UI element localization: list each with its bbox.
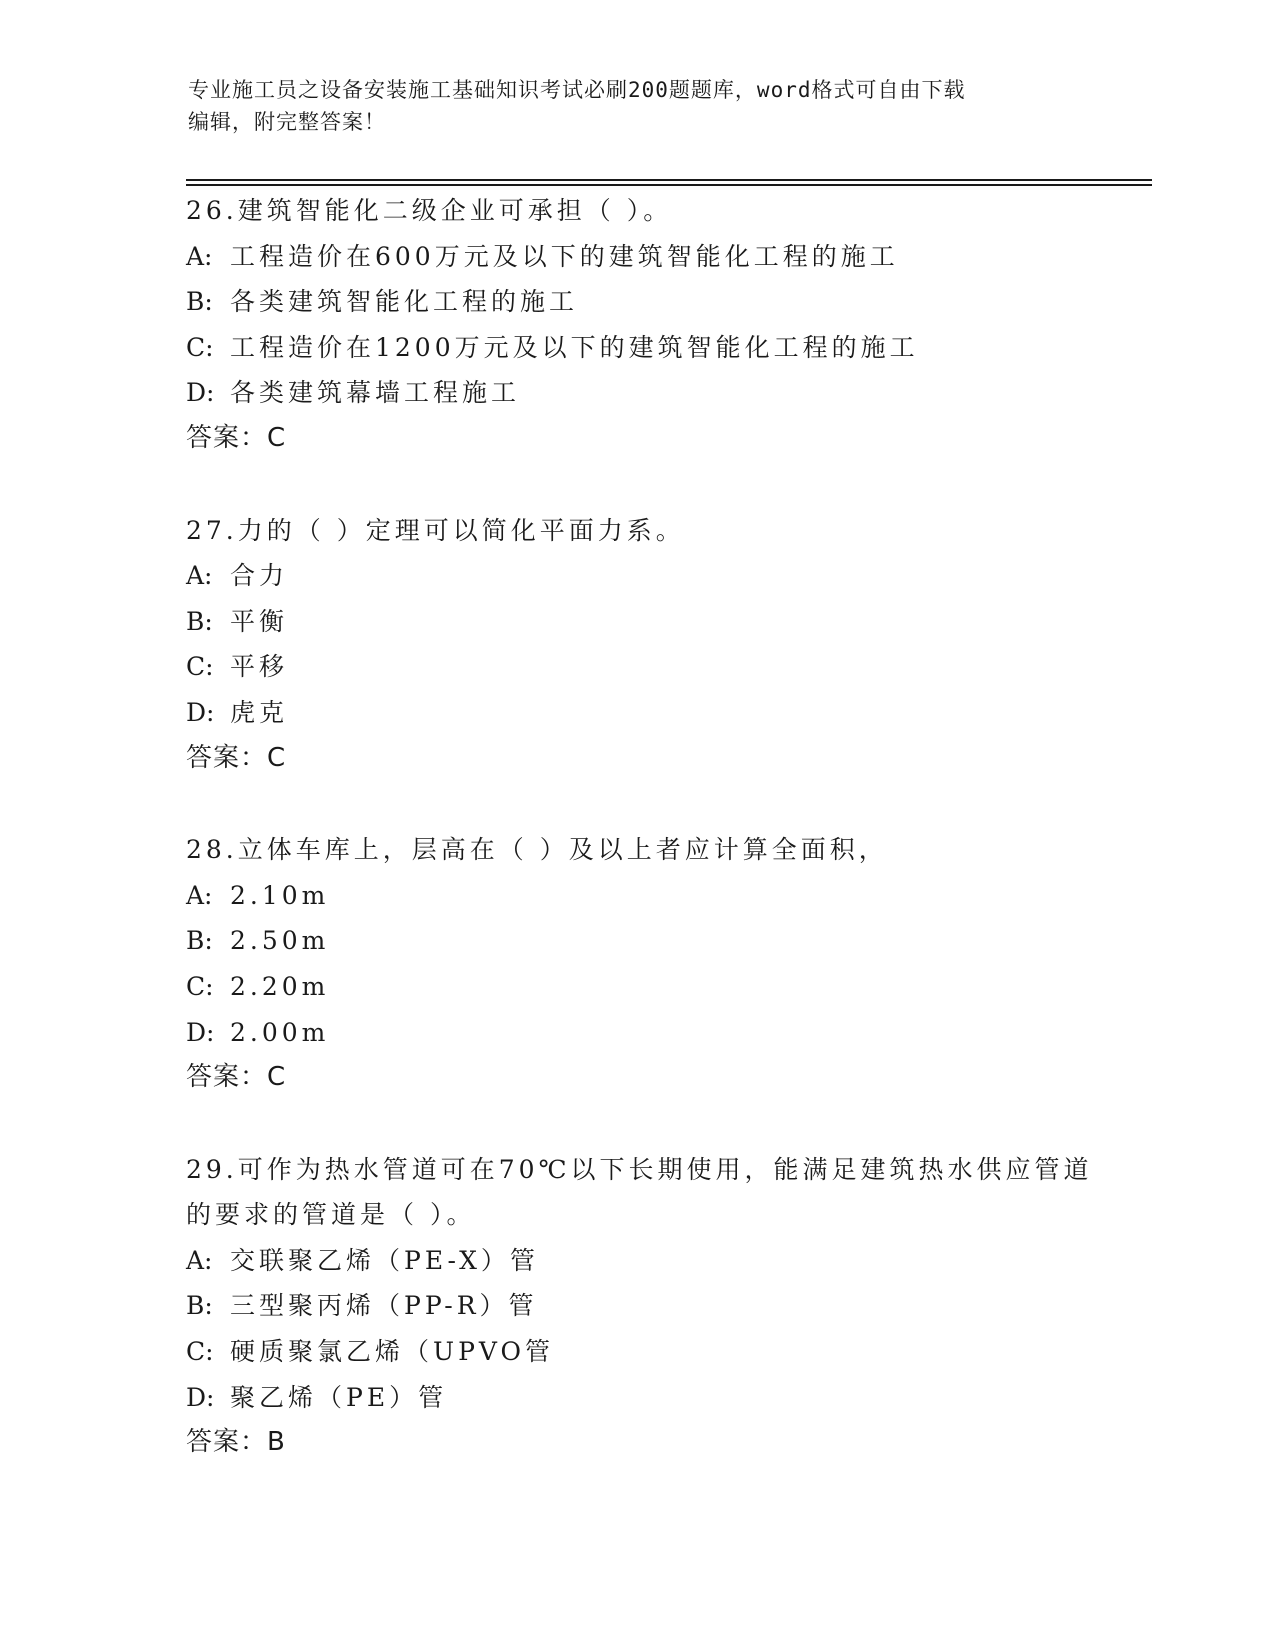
header-title-line-2: 编辑，附完整答案！ <box>188 110 386 134</box>
option-a <box>186 873 1126 919</box>
option-text: 2.00m <box>230 1017 330 1047</box>
option-label: B: <box>186 1291 213 1321</box>
header-divider-bottom <box>186 184 1152 186</box>
question-number: 29. <box>186 1154 238 1184</box>
option-label: D: <box>186 697 215 727</box>
option-text: 2.50m <box>230 926 330 956</box>
option-text: 工程造价在1200万元及以下的建筑智能化工程的施工 <box>230 332 919 362</box>
option-a <box>186 553 1126 599</box>
option-label: B: <box>186 926 213 956</box>
question-stem <box>186 1147 1126 1193</box>
option-label: C: <box>186 652 214 682</box>
option-d <box>186 1375 1126 1421</box>
question-text: 立体车库上，层高在（ ）及以上者应计算全面积， <box>237 835 888 865</box>
option-d <box>186 690 1126 736</box>
option-c <box>186 325 1126 371</box>
option-label: A: <box>186 561 213 591</box>
option-text: 工程造价在600万元及以下的建筑智能化工程的施工 <box>230 241 899 271</box>
option-label: C: <box>186 1337 214 1367</box>
option-label: D: <box>186 1382 215 1412</box>
answer-line: 答案：C <box>186 742 287 773</box>
option-text: 平衡 <box>230 606 289 636</box>
option-d <box>186 370 1126 416</box>
option-text: 交联聚乙烯（PE-X）管 <box>230 1245 539 1275</box>
option-label: A: <box>186 1245 213 1275</box>
question-stem <box>186 188 1126 234</box>
question-27 <box>186 508 1126 782</box>
question-text: 可作为热水管道可在70℃以下长期使用，能满足建筑热水供应管道 <box>237 1154 1093 1184</box>
option-b <box>186 279 1126 325</box>
header-divider-top <box>186 179 1152 181</box>
option-b <box>186 1283 1126 1329</box>
option-b <box>186 599 1126 645</box>
option-text: 2.10m <box>230 880 330 910</box>
question-text: 建筑智能化二级企业可承担（ ）。 <box>237 196 673 225</box>
option-label: C: <box>186 971 214 1001</box>
option-d <box>186 1010 1126 1056</box>
option-text: 平移 <box>230 652 289 682</box>
answer-line: 答案：C <box>186 422 287 453</box>
question-number: 28. <box>186 835 238 865</box>
option-c <box>186 964 1126 1010</box>
option-label: D: <box>186 1017 215 1047</box>
question-number: 27. <box>186 515 238 545</box>
option-text: 三型聚丙烯（PP-R）管 <box>230 1291 538 1321</box>
option-text: 聚乙烯（PE）管 <box>230 1382 448 1412</box>
option-text: 硬质聚氯乙烯（UPVO管 <box>230 1337 555 1367</box>
option-c <box>186 644 1126 690</box>
question-stem <box>186 508 1126 554</box>
question-list <box>186 188 1126 1512</box>
question-text: 力的（ ）定理可以简化平面力系。 <box>237 515 685 545</box>
option-label: C: <box>186 332 214 362</box>
answer-line: 答案：C <box>186 1062 287 1093</box>
question-number: 26. <box>186 196 238 225</box>
option-text: 各类建筑智能化工程的施工 <box>230 287 579 317</box>
option-text: 合力 <box>230 561 289 591</box>
option-c <box>186 1329 1126 1375</box>
option-a <box>186 234 1126 280</box>
question-26 <box>186 188 1126 462</box>
option-label: B: <box>186 606 213 636</box>
option-text: 各类建筑幕墙工程施工 <box>230 378 521 408</box>
question-stem <box>186 827 1126 873</box>
option-a <box>186 1238 1126 1284</box>
question-stem-continued: 的要求的管道是（ ）。 <box>186 1200 476 1230</box>
answer-line: 答案：B <box>186 1427 286 1458</box>
option-text: 2.20m <box>230 971 330 1001</box>
option-label: A: <box>186 241 213 271</box>
question-29 <box>186 1147 1126 1466</box>
document-header <box>188 74 1088 138</box>
option-text: 虎克 <box>230 697 289 727</box>
option-label: B: <box>186 287 213 317</box>
question-28 <box>186 827 1126 1101</box>
option-label: A: <box>186 880 213 910</box>
option-b <box>186 918 1126 964</box>
option-label: D: <box>186 378 215 408</box>
header-title-line-1: 专业施工员之设备安装施工基础知识考试必刷200题题库，word格式可自由下载 <box>188 78 966 102</box>
